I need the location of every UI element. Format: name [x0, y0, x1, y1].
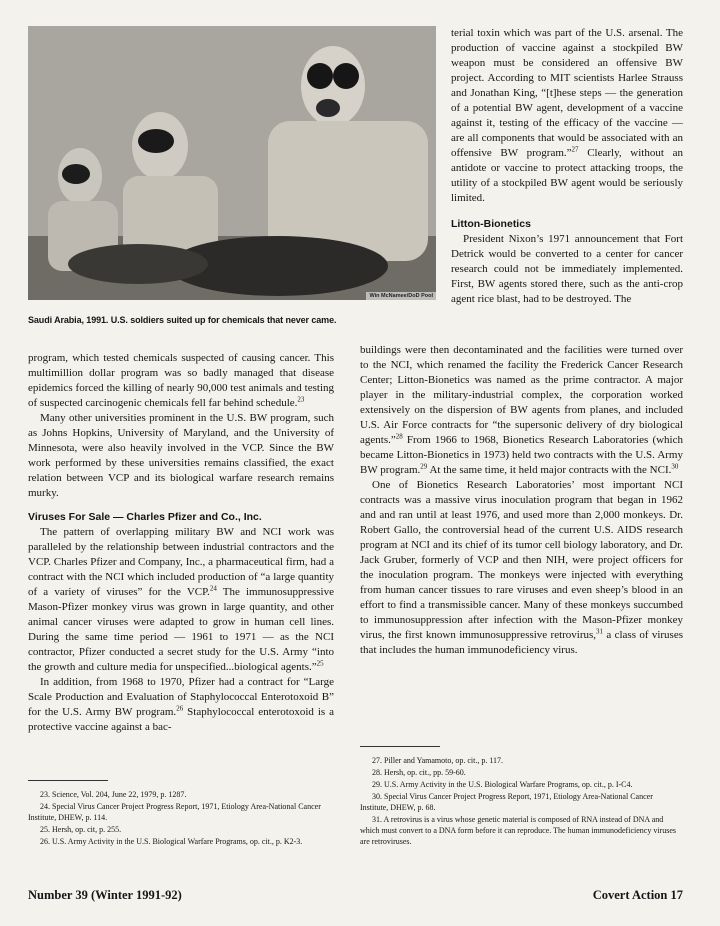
section-heading: Viruses For Sale — Charles Pfizer and Co., Inc. — [28, 511, 262, 523]
footnote-ref: 28 — [395, 432, 403, 441]
footnote: 26. U.S. Army Activity in the U.S. Biological Warfare Programs, op. cit., p. K2-3. — [40, 837, 303, 846]
photo-soldiers-in-chemical-suits — [28, 26, 436, 300]
footnote-ref: 29 — [420, 462, 428, 471]
paragraph: buildings were then decontaminated and the facilities were turned over to the NCI, which renamed the facility the Frederick Cancer Research Center; Litton-Bionetics was named as the prime contractor. A major player in the military-industrial complex, the corporation worked extensively on the dispersion of BW agents from planes, and included U.S. Air Force contracts for “the supersonic delivery of dry biological agents.”$^{28}$ From 1966 to 1968, Bionetics Research Laboratories (which became Litton-Bionetics in 1973) held two contracts with the U.S. Army BW program.$^{29}$ At the same time, it held major contracts with the NCI.$^{30}$ — [360, 344, 683, 476]
footnotes-left — [28, 780, 334, 848]
paragraph: program, which tested chemicals suspected of causing cancer. This multimillion dollar program was so badly managed that disease epidemics forced the killing of nearly 90,000 test animals and testing of suspected carcinogenic chemicals fell far behind schedule.$^{23}$ — [28, 352, 334, 409]
paragraph: terial toxin which was part of the U.S. arsenal. The production of vaccine against a stockpiled BW weapon must be considered an offensive BW project. According to MIT scientists Harlee Strauss and Jonathan King, “[t]hese steps — the generation of a potential BW agent, development of a vaccine against it, testing of the efficacy of the vaccine — are all components that would be associated with an offensive BW program.”$^{27}$ Clearly, without an antidote or vaccine to protect attacking troops, the utility of a stockpiled BW agent would be seriously limited. — [451, 27, 683, 204]
paragraph: President Nixon’s 1971 announcement that Fort Detrick would be converted to a center for cancer research could not be immediately implemented. First, BW agents stored there, such as the anti-crop agent rice blast, had to be destroyed. The — [451, 233, 683, 305]
footnote: 29. U.S. Army Activity in the U.S. Biological Warfare Programs, op. cit., p. I-C4. — [372, 780, 633, 789]
footnote: 28. Hersh, op. cit., pp. 59-60. — [372, 768, 466, 777]
footnote: 31. A retrovirus is a virus whose genetic material is composed of RNA instead of DNA and which must convert to a DNA form before it can reproduce. The human immunodeficiency viruses are retroviruses. — [360, 815, 676, 846]
photo-caption: Saudi Arabia, 1991. U.S. soldiers suited up for chemicals that never came. — [28, 315, 337, 325]
column-right — [360, 343, 683, 658]
footnote: 27. Piller and Yamamoto, op. cit., p. 117. — [372, 756, 504, 765]
page-number-footer: Covert Action 17 — [592, 888, 683, 902]
paragraph: Many other universities prominent in the U.S. BW program, such as Johns Hopkins, University of Maryland, and the University of Minnesota, were also heavily involved in the VCP. Since the BW work performed by these universities remains classified, the exact relation between VCP and its biological warfare research remains murky. — [28, 412, 334, 499]
photo-illustration — [28, 26, 436, 300]
footnote: 30. Special Virus Cancer Project Progress Report, 1971, Etiology Area-National Cancer Institute, DHEW, p. 68. — [360, 792, 653, 812]
column-left — [28, 351, 334, 735]
footnote-ref: 31 — [596, 627, 604, 636]
photo-credit: Win McNamee/DoD Pool — [366, 292, 436, 300]
footnote-list — [360, 755, 683, 847]
issue-footer: Number 39 (Winter 1991-92) — [28, 888, 182, 902]
footnote-ref: 25 — [316, 659, 324, 668]
footnote-ref: 30 — [671, 462, 679, 471]
footnote-rule — [360, 746, 440, 747]
paragraph: The pattern of overlapping military BW and NCI work was paralleled by the relationship between industrial contractors and the VCP. Charles Pfizer and Company, Inc., a pharmaceutical firm, had a contract with the NCI which included production of “a large quantity of a variety of viruses” for the VCP.$^{24}$ The immunosuppressive Mason-Pfizer monkey virus was grown in large quantity, and other animal cancer viruses were adapted to grow in human cell lines. During the same time period — 1961 to 1971 — as the NCI contractor, Pfizer conducted a secret study for the U.S. Army “into the growth and culture media for unspecified...biological agents.”$^{25}$ — [28, 526, 334, 673]
footnote: 25. Hersh, op. cit, p. 255. — [40, 825, 122, 834]
footnote-ref: 27 — [571, 145, 579, 154]
footnote-rule — [28, 780, 108, 781]
section-heading: Litton-Bionetics — [451, 218, 531, 230]
footnote-list — [28, 789, 334, 847]
footnote: 23. Science, Vol. 204, June 22, 1979, p. 1287. — [40, 790, 187, 799]
paragraph: One of Bionetics Research Laboratories’ most important NCI contracts was a massive virus inoculation program that began in 1962 and and ran until at least 1976, and used more than 2,000 monkeys. Dr. Robert Gallo, the controversial head of the current U.S. AIDS research program at NCI and its chief of its tumor cell biology laboratory, and Dr. Jack Gruber, formerly of VCP and then NIH, were project officers for the inoculation program. The monkeys were injected with everything from human cancer tissues to rare viruses and even sheep’s blood in an effort to find a transmissible cancer. Many of these monkeys succumbed to immunosuppression after infection with the Mason-Pfizer monkey virus, the first known immunosuppressive retrovirus,$^{31}$ a class of viruses that includes the human immunodeficiency virus. — [360, 479, 683, 656]
column-right-top — [451, 26, 683, 307]
footnote-ref: 26 — [176, 704, 184, 713]
footnotes-right — [360, 746, 683, 848]
footnote-ref: 24 — [209, 584, 217, 593]
paragraph: In addition, from 1968 to 1970, Pfizer had a contract for “Large Scale Production and Evaluation of Staphylococcal Enterotoxoid B” for the U.S. Army BW program.$^{26}$ Staphylococcal enterotoxoid is a protective vaccine against a bac- — [28, 676, 335, 733]
footnote-ref: 23 — [297, 395, 305, 404]
footnote: 24. Special Virus Cancer Project Progress Report, 1971, Etiology Area-National Cancer Institute, DHEW, p. 114. — [28, 802, 321, 822]
